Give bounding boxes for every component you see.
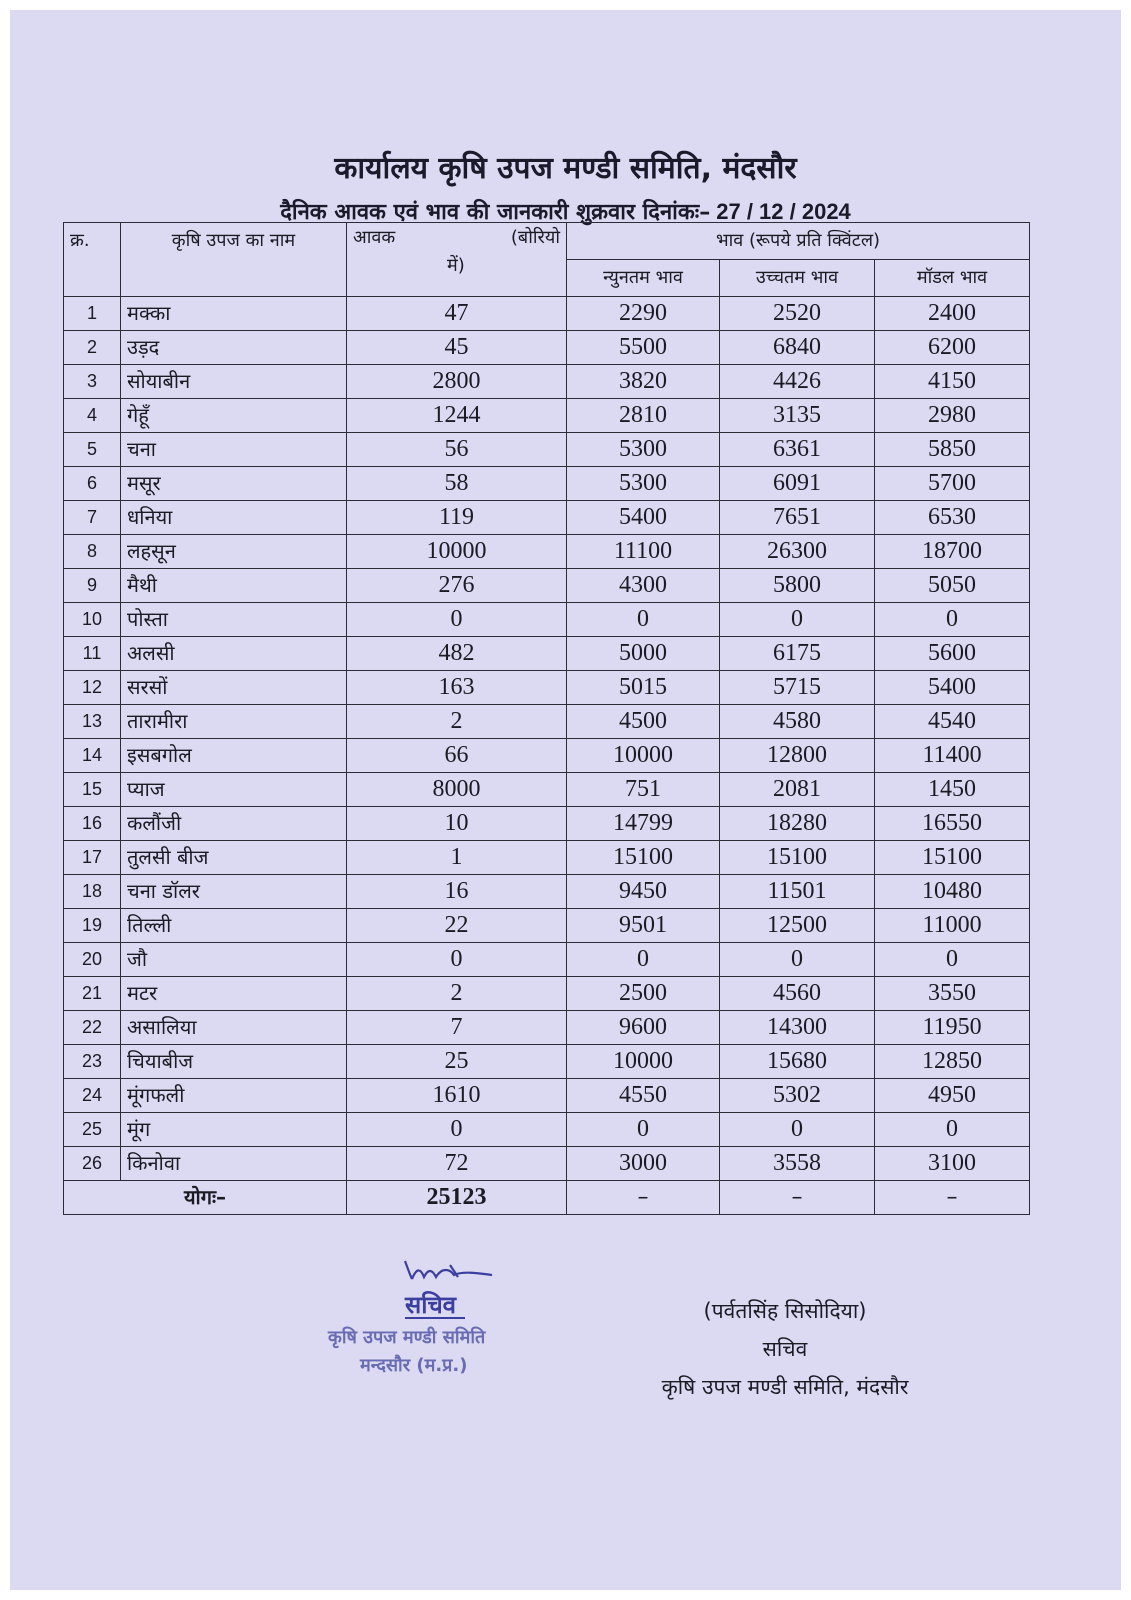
table-row <box>64 977 1030 1011</box>
row-min-price: 4300 <box>567 569 720 603</box>
row-model-price: 3100 <box>875 1147 1030 1181</box>
row-serial: 7 <box>64 501 121 535</box>
row-serial: 1 <box>64 297 121 331</box>
row-max-price: 18280 <box>720 807 875 841</box>
table-row <box>64 603 1030 637</box>
table-row <box>64 841 1030 875</box>
row-max-price: 6840 <box>720 331 875 365</box>
row-max-price: 5715 <box>720 671 875 705</box>
total-model-dash: – <box>875 1181 1030 1215</box>
row-arrival: 7 <box>347 1011 567 1045</box>
row-arrival: 2 <box>347 705 567 739</box>
table-row <box>64 739 1030 773</box>
header-serial: क्र. <box>64 223 121 297</box>
row-model-price: 11000 <box>875 909 1030 943</box>
row-min-price: 2500 <box>567 977 720 1011</box>
row-max-price: 14300 <box>720 1011 875 1045</box>
row-model-price: 16550 <box>875 807 1030 841</box>
row-arrival: 163 <box>347 671 567 705</box>
row-max-price: 26300 <box>720 535 875 569</box>
row-model-price: 5600 <box>875 637 1030 671</box>
row-serial: 13 <box>64 705 121 739</box>
header-arrival <box>347 223 567 297</box>
table-row <box>64 807 1030 841</box>
row-serial: 20 <box>64 943 121 977</box>
row-serial: 25 <box>64 1113 121 1147</box>
header-price-group: भाव (रूपये प्रति क्विंटल) <box>567 223 1030 260</box>
report-date: 27 / 12 / 2024 <box>716 199 851 224</box>
row-serial: 22 <box>64 1011 121 1045</box>
row-max-price: 6361 <box>720 433 875 467</box>
row-model-price: 10480 <box>875 875 1030 909</box>
total-max-dash: – <box>720 1181 875 1215</box>
header-arrival-label: आवक <box>353 227 396 248</box>
row-commodity: चना डॉलर <box>121 875 347 909</box>
row-max-price: 5302 <box>720 1079 875 1113</box>
row-commodity: तुलसी बीज <box>121 841 347 875</box>
row-max-price: 0 <box>720 943 875 977</box>
table-row <box>64 875 1030 909</box>
row-arrival: 0 <box>347 603 567 637</box>
signatory-block <box>620 1292 950 1406</box>
row-min-price: 5400 <box>567 501 720 535</box>
row-max-price: 2520 <box>720 297 875 331</box>
row-serial: 3 <box>64 365 121 399</box>
row-min-price: 3820 <box>567 365 720 399</box>
row-min-price: 5500 <box>567 331 720 365</box>
row-max-price: 12500 <box>720 909 875 943</box>
row-arrival: 0 <box>347 1113 567 1147</box>
row-arrival: 16 <box>347 875 567 909</box>
table-row <box>64 433 1030 467</box>
row-commodity: मटर <box>121 977 347 1011</box>
row-serial: 6 <box>64 467 121 501</box>
row-model-price: 6200 <box>875 331 1030 365</box>
row-serial: 18 <box>64 875 121 909</box>
row-min-price: 11100 <box>567 535 720 569</box>
row-commodity: चियाबीज <box>121 1045 347 1079</box>
total-label: योगः– <box>64 1181 347 1215</box>
row-commodity: लहसून <box>121 535 347 569</box>
office-title: कार्यालय कृषि उपज मण्डी समिति, मंदसौर <box>334 151 797 186</box>
row-commodity: प्याज <box>121 773 347 807</box>
header-commodity: कृषि उपज का नाम <box>121 223 347 297</box>
row-min-price: 9450 <box>567 875 720 909</box>
total-arrival: 25123 <box>347 1181 567 1215</box>
row-model-price: 18700 <box>875 535 1030 569</box>
row-serial: 19 <box>64 909 121 943</box>
row-model-price: 2980 <box>875 399 1030 433</box>
row-commodity: पोस्ता <box>121 603 347 637</box>
row-arrival: 47 <box>347 297 567 331</box>
row-min-price: 5300 <box>567 433 720 467</box>
table-row <box>64 1147 1030 1181</box>
table-row <box>64 331 1030 365</box>
table-row <box>64 501 1030 535</box>
row-model-price: 3550 <box>875 977 1030 1011</box>
row-model-price: 4540 <box>875 705 1030 739</box>
row-model-price: 12850 <box>875 1045 1030 1079</box>
header-max-price: उच्चतम भाव <box>720 260 875 297</box>
table-row <box>64 1079 1030 1113</box>
row-serial: 26 <box>64 1147 121 1181</box>
table-row <box>64 535 1030 569</box>
row-min-price: 2290 <box>567 297 720 331</box>
header-arrival-unit: (बोरियो <box>510 227 560 248</box>
signatory-office: कृषि उपज मण्डी समिति, मंदसौर <box>661 1375 909 1399</box>
official-stamp <box>320 1255 540 1385</box>
row-commodity: सरसों <box>121 671 347 705</box>
row-max-price: 12800 <box>720 739 875 773</box>
row-max-price: 3558 <box>720 1147 875 1181</box>
row-commodity: कलौंजी <box>121 807 347 841</box>
row-max-price: 4580 <box>720 705 875 739</box>
signatory-name: (पर्वतसिंह सिसोदिया) <box>703 1299 867 1323</box>
header-arrival-unit-end: में) <box>447 255 465 276</box>
row-min-price: 5015 <box>567 671 720 705</box>
row-serial: 14 <box>64 739 121 773</box>
row-min-price: 751 <box>567 773 720 807</box>
row-commodity: असालिया <box>121 1011 347 1045</box>
row-max-price: 7651 <box>720 501 875 535</box>
row-serial: 17 <box>64 841 121 875</box>
row-max-price: 2081 <box>720 773 875 807</box>
row-arrival: 1610 <box>347 1079 567 1113</box>
row-serial: 8 <box>64 535 121 569</box>
table-row <box>64 773 1030 807</box>
row-min-price: 9501 <box>567 909 720 943</box>
table-row <box>64 671 1030 705</box>
table-row <box>64 399 1030 433</box>
row-commodity: तारामीरा <box>121 705 347 739</box>
stamp-line-2: मन्दसौर (म.प्र.) <box>360 1355 468 1376</box>
row-model-price: 4150 <box>875 365 1030 399</box>
row-min-price: 5300 <box>567 467 720 501</box>
table-row <box>64 705 1030 739</box>
row-min-price: 5000 <box>567 637 720 671</box>
row-model-price: 5850 <box>875 433 1030 467</box>
row-serial: 10 <box>64 603 121 637</box>
row-serial: 9 <box>64 569 121 603</box>
row-max-price: 15680 <box>720 1045 875 1079</box>
row-arrival: 10000 <box>347 535 567 569</box>
row-arrival: 0 <box>347 943 567 977</box>
row-commodity: धनिया <box>121 501 347 535</box>
row-commodity: गेहूँ <box>121 399 347 433</box>
row-max-price: 6091 <box>720 467 875 501</box>
row-arrival: 2 <box>347 977 567 1011</box>
table-row <box>64 569 1030 603</box>
row-min-price: 9600 <box>567 1011 720 1045</box>
row-max-price: 15100 <box>720 841 875 875</box>
row-model-price: 1450 <box>875 773 1030 807</box>
table-row <box>64 1113 1030 1147</box>
row-model-price: 0 <box>875 943 1030 977</box>
table-row <box>64 943 1030 977</box>
signatory-designation: सचिव <box>762 1337 808 1361</box>
table-row <box>64 467 1030 501</box>
row-model-price: 11950 <box>875 1011 1030 1045</box>
row-max-price: 6175 <box>720 637 875 671</box>
row-arrival: 58 <box>347 467 567 501</box>
row-min-price: 0 <box>567 603 720 637</box>
row-model-price: 5400 <box>875 671 1030 705</box>
row-serial: 4 <box>64 399 121 433</box>
table-row <box>64 297 1030 331</box>
row-arrival: 1244 <box>347 399 567 433</box>
row-model-price: 6530 <box>875 501 1030 535</box>
row-min-price: 0 <box>567 1113 720 1147</box>
row-arrival: 1 <box>347 841 567 875</box>
row-serial: 12 <box>64 671 121 705</box>
row-serial: 15 <box>64 773 121 807</box>
row-max-price: 4426 <box>720 365 875 399</box>
subtitle-text: दैनिक आवक एवं भाव की जानकारी शुक्रवार दिनांकः– <box>280 200 711 225</box>
row-model-price: 0 <box>875 1113 1030 1147</box>
row-max-price: 3135 <box>720 399 875 433</box>
row-arrival: 22 <box>347 909 567 943</box>
stamp-graphic <box>320 1255 540 1385</box>
row-serial: 11 <box>64 637 121 671</box>
row-serial: 23 <box>64 1045 121 1079</box>
row-commodity: उड़द <box>121 331 347 365</box>
row-commodity: मूंग <box>121 1113 347 1147</box>
row-min-price: 10000 <box>567 1045 720 1079</box>
row-min-price: 10000 <box>567 739 720 773</box>
row-min-price: 15100 <box>567 841 720 875</box>
header-min-price: न्युनतम भाव <box>567 260 720 297</box>
row-commodity: सोयाबीन <box>121 365 347 399</box>
row-arrival: 66 <box>347 739 567 773</box>
stamp-title: सचिव <box>405 1291 457 1319</box>
row-serial: 24 <box>64 1079 121 1113</box>
row-serial: 5 <box>64 433 121 467</box>
row-min-price: 4500 <box>567 705 720 739</box>
row-model-price: 5700 <box>875 467 1030 501</box>
row-model-price: 15100 <box>875 841 1030 875</box>
row-min-price: 0 <box>567 943 720 977</box>
row-model-price: 0 <box>875 603 1030 637</box>
row-commodity: मूंगफली <box>121 1079 347 1113</box>
row-commodity: जौ <box>121 943 347 977</box>
row-max-price: 0 <box>720 603 875 637</box>
row-arrival: 10 <box>347 807 567 841</box>
total-min-dash: – <box>567 1181 720 1215</box>
table-row <box>64 1045 1030 1079</box>
row-model-price: 4950 <box>875 1079 1030 1113</box>
row-model-price: 2400 <box>875 297 1030 331</box>
header-model-price: मॉडल भाव <box>875 260 1030 297</box>
row-commodity: चना <box>121 433 347 467</box>
row-arrival: 276 <box>347 569 567 603</box>
row-arrival: 8000 <box>347 773 567 807</box>
row-serial: 16 <box>64 807 121 841</box>
row-commodity: मैथी <box>121 569 347 603</box>
table-row <box>64 1011 1030 1045</box>
signature-stroke <box>405 1261 492 1279</box>
row-max-price: 5800 <box>720 569 875 603</box>
row-arrival: 56 <box>347 433 567 467</box>
row-arrival: 72 <box>347 1147 567 1181</box>
row-arrival: 45 <box>347 331 567 365</box>
row-arrival: 119 <box>347 501 567 535</box>
row-commodity: इसबगोल <box>121 739 347 773</box>
stamp-line-1: कृषि उपज मण्डी समिति <box>328 1327 486 1348</box>
row-min-price: 14799 <box>567 807 720 841</box>
row-commodity: मक्का <box>121 297 347 331</box>
row-min-price: 2810 <box>567 399 720 433</box>
row-max-price: 0 <box>720 1113 875 1147</box>
row-arrival: 25 <box>347 1045 567 1079</box>
row-max-price: 4560 <box>720 977 875 1011</box>
row-min-price: 4550 <box>567 1079 720 1113</box>
row-commodity: तिल्ली <box>121 909 347 943</box>
row-model-price: 5050 <box>875 569 1030 603</box>
row-serial: 2 <box>64 331 121 365</box>
row-model-price: 11400 <box>875 739 1030 773</box>
table-row <box>64 637 1030 671</box>
row-commodity: अलसी <box>121 637 347 671</box>
row-commodity: किनोवा <box>121 1147 347 1181</box>
table-row <box>64 365 1030 399</box>
table-row <box>64 909 1030 943</box>
mandi-price-table <box>63 222 1030 1215</box>
row-arrival: 482 <box>347 637 567 671</box>
row-serial: 21 <box>64 977 121 1011</box>
row-commodity: मसूर <box>121 467 347 501</box>
row-min-price: 3000 <box>567 1147 720 1181</box>
row-max-price: 11501 <box>720 875 875 909</box>
row-arrival: 2800 <box>347 365 567 399</box>
